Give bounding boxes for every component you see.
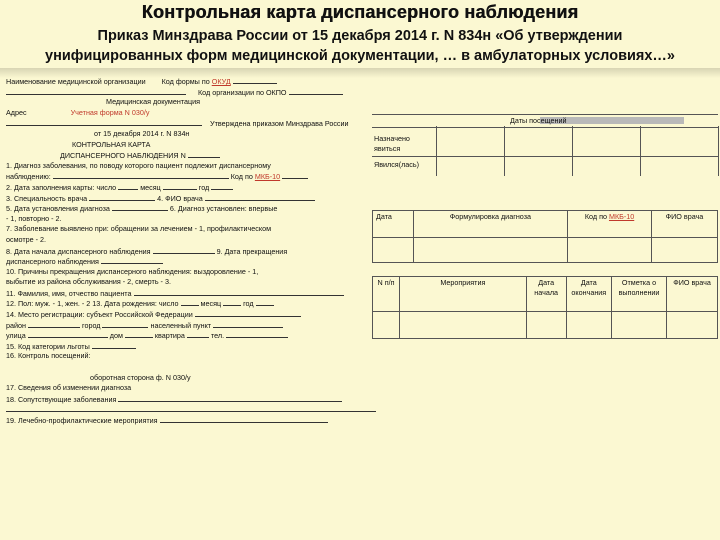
item-2: 2. Дата заполнения карты: число месяц год xyxy=(6,182,376,193)
visit-row-scheduled: Назначено явиться xyxy=(372,134,718,157)
item-7b: осмотре - 2. xyxy=(6,234,47,244)
okud-link[interactable]: ОКУД xyxy=(211,77,231,86)
card-title-1: КОНТРОЛЬНАЯ КАРТА xyxy=(72,139,151,149)
measures-table xyxy=(372,276,718,339)
item-14-street: улица дом квартира тел. xyxy=(6,330,376,341)
item-18: 18. Сопутствующие заболевания xyxy=(6,394,376,405)
diagnosis-table xyxy=(372,210,718,263)
item-10b: выбытие из района обслуживания - 2, смерть - 3. xyxy=(6,277,171,287)
item-1: 1. Диагноз заболевания, по поводу которого пациент подлежит диспансерному xyxy=(6,160,271,170)
table-row xyxy=(373,312,718,339)
item-11: 11. Фамилия, имя, отчество пациента xyxy=(6,288,376,299)
item-15: 15. Код категории льготы xyxy=(6,341,376,352)
mkb-link[interactable]: МКБ-10 xyxy=(254,172,281,182)
item-17: 17. Сведения об изменении диагноза xyxy=(6,383,132,393)
item-8-9: 8. Дата начала диспансерного наблюдения 9. Дата прекращения xyxy=(6,246,288,256)
approved-line: Утверждена приказом Минздрава России xyxy=(6,118,376,129)
mkb-link-table[interactable]: МКБ-10 xyxy=(608,212,635,221)
item-18-blank xyxy=(6,404,376,415)
item-7: 7. Заболевание выявлено при: обращении за лечением - 1, профилактическом xyxy=(6,224,272,234)
item-10: 10. Причины прекращения диспансерного наблюдения: выздоровление - 1, xyxy=(6,266,259,276)
item-6b: - 1, повторно - 2. xyxy=(6,213,62,223)
item-12-13: 12. Пол: муж. - 1, жен. - 2 13. Дата рождения: число месяц год xyxy=(6,298,376,309)
okpo-line: Код организации по ОКПО xyxy=(6,87,376,98)
table-row xyxy=(373,238,718,263)
card-title-2: ДИСПАНСЕРНОГО НАБЛЮДЕНИЯ N xyxy=(6,150,376,161)
table-row: N п/п Мероприятия Дата начала Дата окончания Отметка о выполнении ФИО врача xyxy=(373,277,718,312)
item-9b: диспансерного наблюдения xyxy=(6,256,376,267)
item-5-6: 5. Дата установления диагноза 6. Диагноз установлен: впервые xyxy=(6,204,278,214)
item-19: 19. Лечебно-профилактические мероприятия xyxy=(6,415,376,426)
visit-dates-label: Даты посещений xyxy=(510,116,567,125)
visit-row-attended: Явился(лась) xyxy=(374,160,420,169)
account-form-label: Учетная форма N 030/у xyxy=(70,107,150,117)
address-line: Адрес Учетная форма N 030/у xyxy=(6,107,150,117)
org-line: Наименование медицинской организации Код формы по ОКУД xyxy=(6,76,376,87)
form-front-side xyxy=(6,76,376,426)
page-subtitle-line2: унифицированных форм медицинской документации, … в амбулаторных условиях…» xyxy=(45,48,675,64)
item-3-4: 3. Специальность врача 4. ФИО врача xyxy=(6,193,376,204)
page-title: Контрольная карта диспансерного наблюдения xyxy=(141,2,579,22)
approved-date: от 15 декабря 2014 г. N 834н xyxy=(94,128,190,138)
med-doc-line: Медицинская документация xyxy=(106,97,201,107)
item-14: 14. Место регистрации: субъект Российской Федерации xyxy=(6,309,376,320)
visit-schedule xyxy=(372,126,718,176)
item-1b: наблюдению: Код по МКБ-10 xyxy=(6,171,376,182)
item-16: 16. Контроль посещений: xyxy=(6,351,91,361)
item-14-district: район город населенный пункт xyxy=(6,320,376,331)
table-row: Дата Формулировка диагноза Код по МКБ-10 ФИО врача xyxy=(373,211,718,238)
reverse-side-label: оборотная сторона ф. N 030/у xyxy=(90,372,191,382)
page-subtitle-line1: Приказ Минздрава России от 15 декабря 2014 г. N 834н «Об утверждении xyxy=(97,28,623,44)
